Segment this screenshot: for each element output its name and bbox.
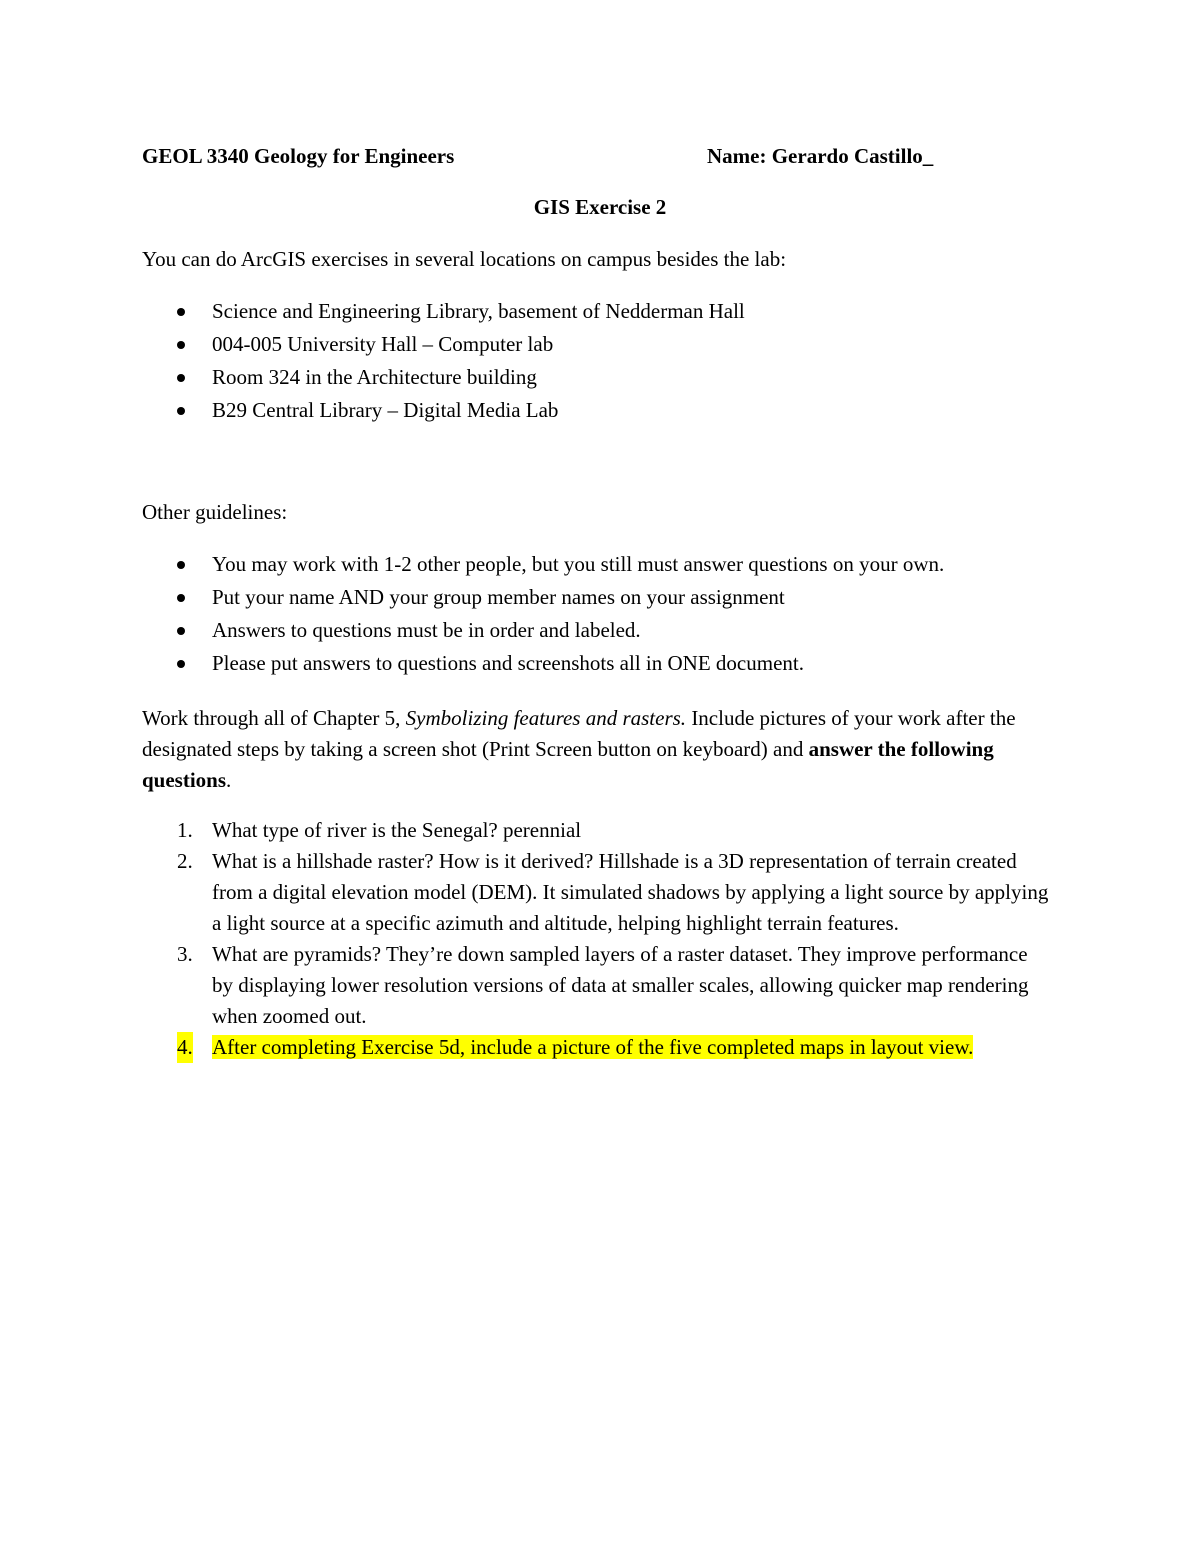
instructions-paragraph: Work through all of Chapter 5, Symbolizing features and rasters. Include pictures of your work after the designated steps by taking a screen shot (Print Screen button on keyboard) and answer the following questions. bbox=[142, 706, 1016, 792]
question-item bbox=[142, 846, 1052, 939]
bullet-icon bbox=[177, 561, 185, 569]
question-item-highlighted bbox=[142, 1032, 1052, 1063]
list-item: B29 Central Library – Digital Media Lab bbox=[142, 400, 745, 433]
question-number: 4. bbox=[177, 1032, 193, 1063]
document-title: GIS Exercise 2 bbox=[533, 195, 667, 219]
list-item: Science and Engineering Library, basement of Nedderman Hall bbox=[142, 301, 745, 334]
question-number: 2. bbox=[177, 849, 193, 873]
bullet-icon bbox=[177, 374, 185, 382]
course-header: GEOL 3340 Geology for Engineers bbox=[142, 144, 455, 168]
bullet-icon bbox=[177, 594, 185, 602]
question-number: 3. bbox=[177, 942, 193, 966]
locations-list bbox=[142, 301, 745, 433]
question-text: What are pyramids? They’re down sampled layers of a raster dataset. They improve performance by displaying lower resolution versions of data at smaller scales, allowing quicker map rendering when zoomed out. bbox=[212, 942, 1029, 1028]
bullet-icon bbox=[177, 308, 185, 316]
intro-text: You can do ArcGIS exercises in several locations on campus besides the lab: bbox=[142, 247, 787, 271]
bullet-icon bbox=[177, 407, 185, 415]
bullet-icon bbox=[177, 660, 185, 668]
bullet-icon bbox=[177, 341, 185, 349]
list-item: Please put answers to questions and screenshots all in ONE document. bbox=[142, 653, 944, 686]
emphasis-text: answer the following questions bbox=[142, 737, 994, 792]
list-item: You may work with 1-2 other people, but you still must answer questions on your own. bbox=[142, 554, 944, 587]
guidelines-list bbox=[142, 554, 944, 686]
question-item bbox=[142, 939, 1052, 1032]
student-name: Name: Gerardo Castillo_ bbox=[707, 144, 934, 168]
list-item: 004-005 University Hall – Computer lab bbox=[142, 334, 745, 367]
list-item: Answers to questions must be in order and labeled. bbox=[142, 620, 944, 653]
bullet-icon bbox=[177, 627, 185, 635]
question-number: 1. bbox=[177, 818, 193, 842]
chapter-title: Symbolizing features and rasters. bbox=[405, 706, 687, 730]
question-text: After completing Exercise 5d, include a picture of the five completed maps in layout view. bbox=[212, 1035, 974, 1059]
list-item: Room 324 in the Architecture building bbox=[142, 367, 745, 400]
list-item: Put your name AND your group member names on your assignment bbox=[142, 587, 944, 620]
question-text: What is a hillshade raster? How is it derived? Hillshade is a 3D representation of terrain created from a digital elevation model (DEM). It simulated shadows by applying a light source by applying a light source at a specific azimuth and altitude, helping highlight terrain features. bbox=[212, 849, 1049, 935]
questions-list bbox=[142, 815, 1052, 1063]
guidelines-heading: Other guidelines: bbox=[142, 500, 288, 524]
question-text: What type of river is the Senegal? perennial bbox=[212, 818, 582, 842]
question-item bbox=[142, 815, 1052, 846]
